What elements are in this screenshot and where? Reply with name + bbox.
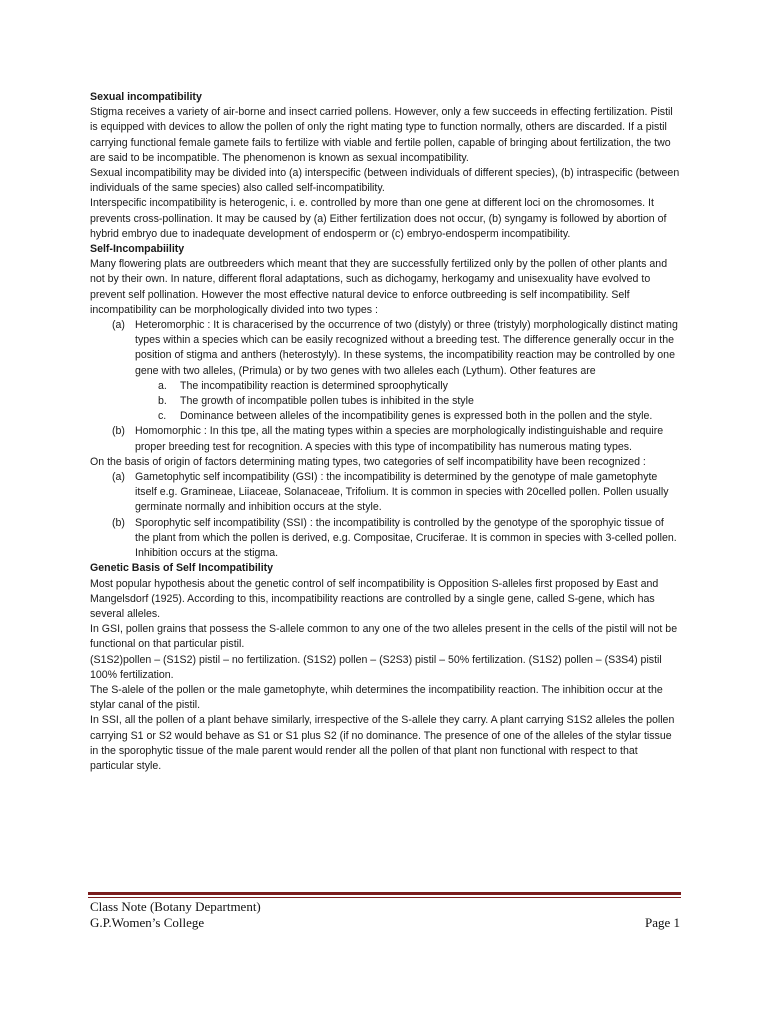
list-item-text: Heteromorphic : It is characerised by the occurrence of two (distyly) or three (tristyly) morphologically distinct mating types within a species which can be easily recognized without a breeding test. The difference generally occur in the position of stigma and anthers (heterostyly). In these systems, the incompatibility reaction may be controlled by one gene with two alleles, (Primula) or by two genes with two alleles each (Lythum). Other features are	[135, 319, 678, 377]
list-item	[90, 424, 680, 454]
features-sublist	[158, 379, 680, 425]
section-heading-self-incompatibility: Self-Incompabiility	[90, 243, 185, 256]
sublist-item	[158, 394, 680, 409]
list-marker: (a)	[112, 471, 125, 484]
list-item-text: Gametophytic self incompatibility (GSI) : the incompatibility is determined by the genotype of male gametophyte itself e.g. Gramineae, Liiaceae, Solanaceae, Trifolium. It is common in species with 20celled pollen. Pollen usually germinate normally and inhibition occurs at the style.	[135, 471, 669, 514]
list-marker: (b)	[112, 425, 125, 438]
list-marker: (b)	[112, 516, 125, 529]
section-heading-sexual-incompatibility: Sexual incompatibility	[90, 91, 202, 103]
list-marker: (a)	[112, 319, 125, 332]
paragraph: In GSI, pollen grains that possess the S-allele common to any one of the two alleles present in the cells of the pistil will not be functional on that particular pistil.	[90, 623, 678, 651]
section-heading-genetic-basis: Genetic Basis of Self Incompatibility	[90, 562, 274, 575]
sublist-item	[158, 409, 680, 424]
sublist-marker: c.	[158, 410, 167, 423]
paragraph: On the basis of origin of factors determining mating types, two categories of self incompatibility have been recognized :	[90, 455, 646, 468]
paragraph: Interspecific incompatibility is heterogenic, i. e. controlled by more than one gene at different loci on the chromosomes. It prevents cross-pollination. It may be caused by (a) Either fertilization does not occur, (b) syngamy is followed by abortion of hybrid embryo due to inadequate development of endosperm or (c) embryo-endosperm incompatibility.	[90, 197, 667, 240]
footer-rule	[88, 892, 681, 895]
paragraph: In SSI, all the pollen of a plant behave similarly, irrespective of the S-allele they carry. A plant carrying S1S2 alleles the pollen carrying S1 or S2 would behave as S1 or S1 plus S2 (if no dominance. The presence of one of the alleles of the stylar tissue in the sporophytic tissue of the male parent would render all the pollen of that plant non functional with respect to that particular style.	[90, 714, 675, 772]
sublist-item-text: Dominance between alleles of the incompatibility genes is expressed both in the pollen and the style.	[180, 410, 653, 423]
paragraph: The S-alele of the pollen or the male gametophyte, whih determines the incompatibility reaction. The inhibition occur at the stylar canal of the pistil.	[90, 683, 663, 712]
page-number: Page 1	[644, 915, 680, 930]
list-item	[90, 470, 680, 516]
footer-rule-thin	[88, 897, 681, 898]
document-body	[90, 90, 680, 774]
paragraph: (S1S2)pollen – (S1S2) pistil – no fertilization. (S1S2) pollen – (S2S3) pistil – 50% fertilization. (S1S2) pollen – (S3S4) pistil 100% fertilization.	[90, 653, 662, 681]
list-item-text: Sporophytic self incompatibility (SSI) : the incompatibility is controlled by the genotype of the sporophyic tissue of the plant from which the pollen is derived, e.g. Compositae, Cruciferae. It is common in species with 3-celled pollen. Inhibition occurs at the stigma.	[135, 516, 677, 560]
page-footer	[90, 899, 680, 931]
paragraph: Stigma receives a variety of air-borne and insect carried pollens. However, only a few succeeds in effecting fertilization. Pistil is equipped with devices to allow the pollen of only the right mating type to function normally, others are discarded. If a pistil carrying functional female gamete fails to fertilize with viable and fertile pollen, capable of bringing about fertilization, the two are said to be incompatible. The phenomenon is known as sexual incompatibility.	[90, 106, 673, 164]
list-item	[90, 516, 680, 562]
footer-department: Class Note (Botany Department)	[90, 899, 261, 914]
footer-college: G.P.Women’s College	[90, 915, 205, 930]
sublist-item-text: The incompatibility reaction is determined sproophytically	[180, 379, 448, 392]
paragraph: Sexual incompatibility may be divided into (a) interspecific (between individuals of different species), (b) intraspecific (between individuals of the same species) also called self-incompatibility.	[90, 167, 680, 195]
categories-list	[90, 470, 680, 561]
paragraph: Most popular hypothesis about the genetic control of self incompatibility is Opposition S-alleles first proposed by East and Mangelsdorf (1925). According to this, incompatibility reactions are controlled by a single gene, called S-gene, which has several alleles.	[90, 577, 659, 620]
list-item-text: Homomorphic : In this tpe, all the mating types within a species are morphologically indistinguishable and require proper breeding test for recognition. A species with this type of incompatibility has numerous mating types.	[135, 425, 664, 453]
sublist-item-text: The growth of incompatible pollen tubes is inhibited in the style	[180, 395, 474, 408]
sublist-item	[158, 379, 680, 394]
paragraph: Many flowering plats are outbreeders which meant that they are successfully fertilized only by the pollen of other plants and not by their own. In nature, different floral adaptations, such as dichogamy, herkogamy and unisexuality have evolved to prevent self pollination. However the most effective natural device to enforce outbreeding is self incompatibility. Self incompatibility can be morphologically divided into two types :	[90, 258, 668, 316]
sublist-marker: b.	[158, 395, 167, 408]
sublist-marker: a.	[158, 379, 167, 392]
incompatibility-types-list	[90, 318, 680, 455]
list-item	[90, 318, 680, 379]
